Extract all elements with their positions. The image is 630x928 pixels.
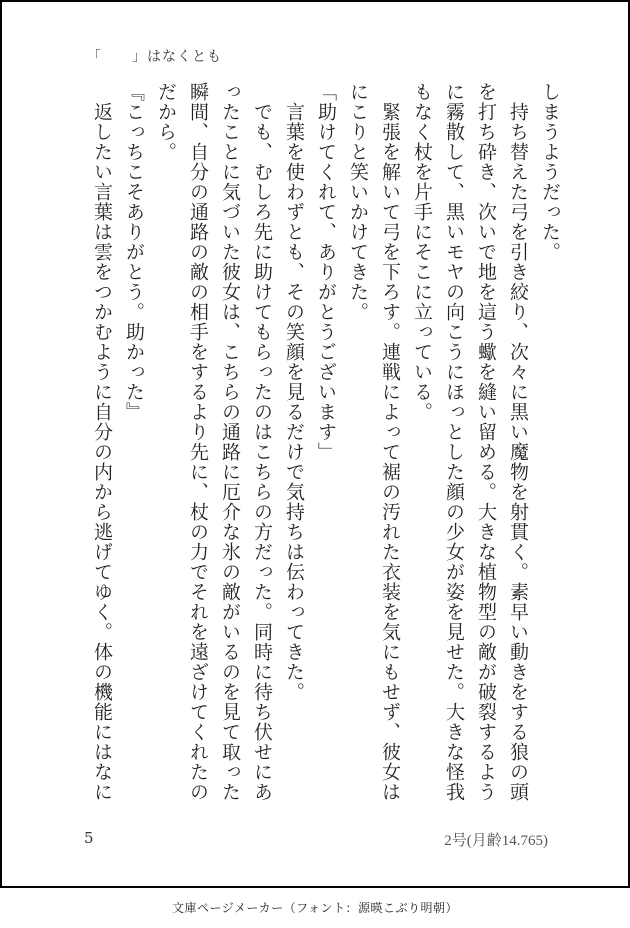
paragraph-1: しまうようだった。	[539, 82, 561, 262]
paragraph-7: 『こっちこそありがとう。助かった』	[123, 82, 145, 422]
paragraph-3: 緊張を解いて弓を下ろす。連戦によって裾の汚れた衣装を気にもせず、彼女はにこりと笑いかけてきた。	[347, 82, 401, 802]
vertical-body-text	[86, 82, 566, 802]
paragraph-8: 返したい言葉は雲をつかむように自分の内から逃げてゆく。体の機能にはなに	[91, 82, 113, 802]
paragraph-6: でも、むしろ先に助けてもらったのはこちらの方だった。同時に待ち伏せにあったことに気づいた彼女は、こちらの通路に厄介な氷の敵がいるのを見て取った瞬間、自分の通路の敵の相手をするより先に、杖の力でそれを遠ざけてくれたのだから。	[155, 82, 273, 802]
page-info: 2号(月齢14.765)	[444, 833, 548, 849]
paragraph-2: 持ち替えた弓を引き絞り、次々に黒い魔物を射貫く。素早い動きをする狼の頭を打ち砕き、次いで地を這う蠍を縫い留める。大きな植物型の敵が破裂するように霧散して、黒いモヤの向こうにほっとした顔の少女が姿を見せた。大きな怪我もなく杖を片手にそこに立っている。	[411, 82, 529, 802]
paragraph-4: 「助けてくれて、ありがとうございます」	[315, 82, 337, 462]
paragraph-5: 言葉を使わずとも、その笑顔を見るだけで気持ちは伝わってきた。	[283, 82, 305, 702]
generator-credit: 文庫ページメーカー（フォント：源暎こぶり明朝）	[171, 901, 459, 915]
running-header: 「 」はなくとも	[87, 49, 222, 65]
page-number: 5	[84, 829, 94, 847]
